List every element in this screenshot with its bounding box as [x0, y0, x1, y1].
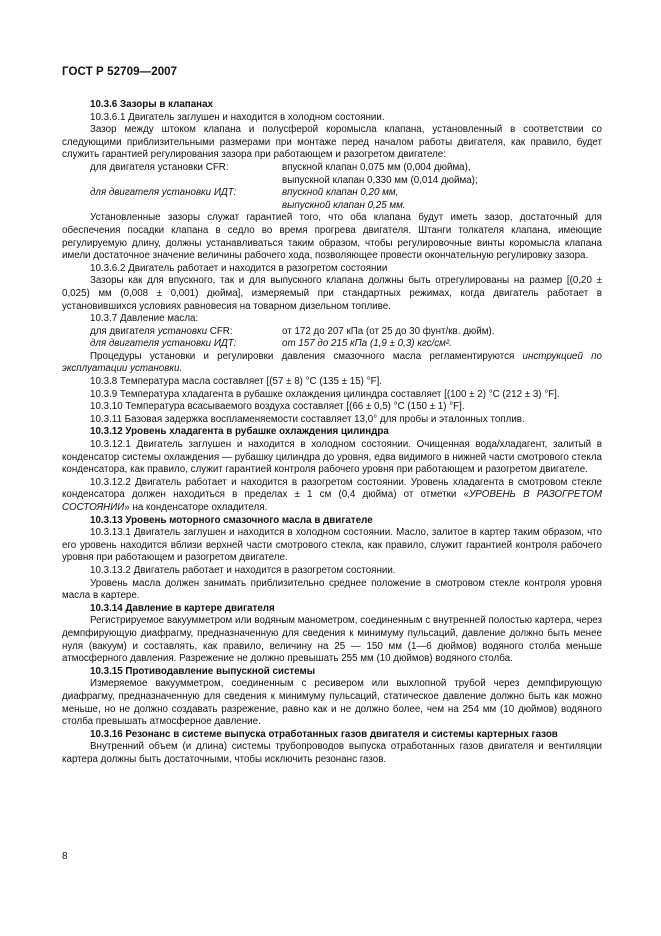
paragraph: Внутренний объем (и длина) системы трубопроводов выпуска отработанных газов двигателя и вентиляции картера должны быть достаточными, чтобы исключить резонанс газов. [62, 741, 602, 765]
paragraph: 10.3.8 Температура масла составляет [(57 ± 8) °С (135 ± 15) °F]. [90, 376, 383, 388]
section-title-10-3-6: 10.3.6 Зазоры в клапанах [90, 99, 213, 110]
idt-label: для двигателя установки ИДТ: [90, 187, 237, 199]
section-title-10-3-13: 10.3.13 Уровень моторного смазочного масла в двигателе [90, 514, 373, 526]
cfr-intake-value: впускной клапан 0,075 мм (0,004 дюйма), [282, 161, 471, 173]
cfr-label: для двигателя установки CFR: [90, 161, 229, 173]
paragraph: Зазор между штоком клапана и полусферой коромысла клапана, установленный в соответствии со следующими приблизительными размерами при монтаже перед началом работы двигателя, как правило, будет служить гарантией регулирования зазора при работающем и разогретом двигателе: [62, 124, 602, 161]
section-title-10-3-15: 10.3.15 Противодавление выпускной системы [90, 665, 316, 677]
section-title-10-3-12: 10.3.12 Уровень хладагента в рубашке охлаждения цилиндра [90, 426, 389, 438]
paragraph: Регистрируемое вакуумметром или водяным манометром, соединенным с внутренней полостью картера, через демпфирующую диафрагму, предназначенную для сведения к минимуму пульсаций, давление должно быть менее нуля (вакуум) и составлять, как правило, величину на 25 — 150 мм (1—6 дюймов) водяного столба меньше атмосферного давления. Разрежение не должно превышать 255 мм (10 дюймов) водяного столба. [62, 615, 602, 665]
paragraph: 10.3.6.2 Двигатель работает и находится в разогретом состоянии [90, 262, 388, 274]
idt-exhaust-row [62, 200, 602, 213]
paragraph: 10.3.12.2 Двигатель работает и находится в разогретом состоянии. Уровень хладагента в смотровом стекле конденсатора должен находиться в пределах ± 1 см (0,4 дюйма) от отметки «УРОВЕНЬ В РАЗОГРЕТОМ СОСТОЯНИИ» на конденсаторе охладителя. [62, 476, 602, 513]
paragraph: 10.3.6.1 Двигатель заглушен и находится в холодном состоянии. [90, 111, 385, 123]
cfr-exhaust-value: выпускной клапан 0,330 мм (0,014 дюйма); [282, 174, 478, 186]
cfr-clearance-row [62, 162, 602, 175]
paragraph: Установленные зазоры служат гарантией того, что оба клапана будут иметь зазор, достаточный для обеспечения посадки клапана в седло во время прогрева двигателя. Штанги толкателя клапана, имеющие регулируемую длину, должны устанавливаться таким образом, чтобы регулировочные винты коромысла клапана имели достаточное значение величины рабочего хода, позволяющее провести окончательную регулировку зазора. [62, 212, 602, 262]
idt-intake-value: впускной клапан 0,20 мм, [282, 187, 399, 199]
oil-cfr-label: для двигателя установки CFR: [90, 325, 233, 337]
paragraph: 10.3.10 Температура всасываемого воздуха составляет [(66 ± 0,5) °С (150 ± 1) °F]. [90, 401, 465, 413]
paragraph: Уровень масла должен занимать приблизительно среднее положение в смотровом стекле контроля уровня масла в картере. [62, 577, 602, 602]
cfr-exhaust-row [62, 175, 602, 188]
paragraph: 10.3.9 Температура хладагента в рубашке охлаждения цилиндра составляет [(100 ± 2) °С (212 ± 3) °F]. [90, 388, 560, 400]
paragraph: 10.3.12.1 Двигатель заглушен и находится в холодном состоянии. Очищенная вода/хладагент, залитый в конденсатор системы охлаждения — рубашку цилиндра до уровня, едва видимого в нижней части смотрового стекла конденсатора, как правило, служит гарантией контроля рабочего уровня при работающем и разогретом двигателе. [62, 439, 602, 476]
oil-idt-label: для двигателя установки ИДТ: [90, 338, 237, 350]
section-title-10-3-14: 10.3.14 Давление в картере двигателя [90, 602, 275, 614]
page-number: 8 [62, 851, 68, 862]
oil-cfr-value: от 172 до 207 кПа (от 25 до 30 фунт/кв. дюйм). [282, 325, 495, 337]
oil-pressure-cfr-row [62, 326, 602, 339]
oil-idt-value: от 157 до 215 кПа (1,9 ± 0,3) кгс/см². [282, 338, 452, 350]
oil-pressure-idt-row [62, 338, 602, 351]
paragraph: Измеряемое вакуумметром, соединенным с ресивером или выхлопной трубой через демпфирующую диафрагму, предназначенную для сведения к минимуму пульсаций, статическое давление должно быть как можно меньше, но не должно создавать разрежение, равно как и не должно более, чем на 254 мм (10 дюймов) водяного столба превышать атмосферное давление. [62, 678, 602, 728]
paragraph: 10.3.13.1 Двигатель заглушен и находится в холодном состоянии. Масло, залитое в картер таким образом, что его уровень находится вблизи верхней части смотрового стекла, как правило, служит гарантией контроля рабочего уровня при работающем и разогретом двигателе. [62, 527, 602, 564]
paragraph: 10.3.11 Базовая задержка воспламеняемости составляет 13,0° для пробы и эталонных топлив. [90, 413, 525, 425]
document-body [62, 99, 602, 766]
document-header: ГОСТ Р 52709—2007 [62, 66, 178, 78]
paragraph: 10.3.13.2 Двигатель работает и находится в разогретом состоянии. [90, 564, 396, 576]
idt-clearance-row [62, 187, 602, 200]
paragraph: Зазоры как для впускного, так и для выпускного клапана должны быть отрегулированы на размер [(0,20 ± 0,025) мм (0,008 ± 0,001) дюйма], измеряемый при стандартных режимах, когда двигатель работает в установившихся условиях равновесия на товарном дизельном топливе. [62, 275, 602, 312]
paragraph: Процедуры установки и регулировки давления смазочного масла регламентируются инструкцией по эксплуатации установки. [62, 350, 602, 375]
section-title-10-3-7: 10.3.7 Давление масла: [90, 313, 199, 325]
section-title-10-3-16: 10.3.16 Резонанс в системе выпуска отработанных газов двигателя и системы картерных газов [90, 728, 558, 740]
idt-exhaust-value: выпускной клапан 0,25 мм. [282, 199, 406, 211]
